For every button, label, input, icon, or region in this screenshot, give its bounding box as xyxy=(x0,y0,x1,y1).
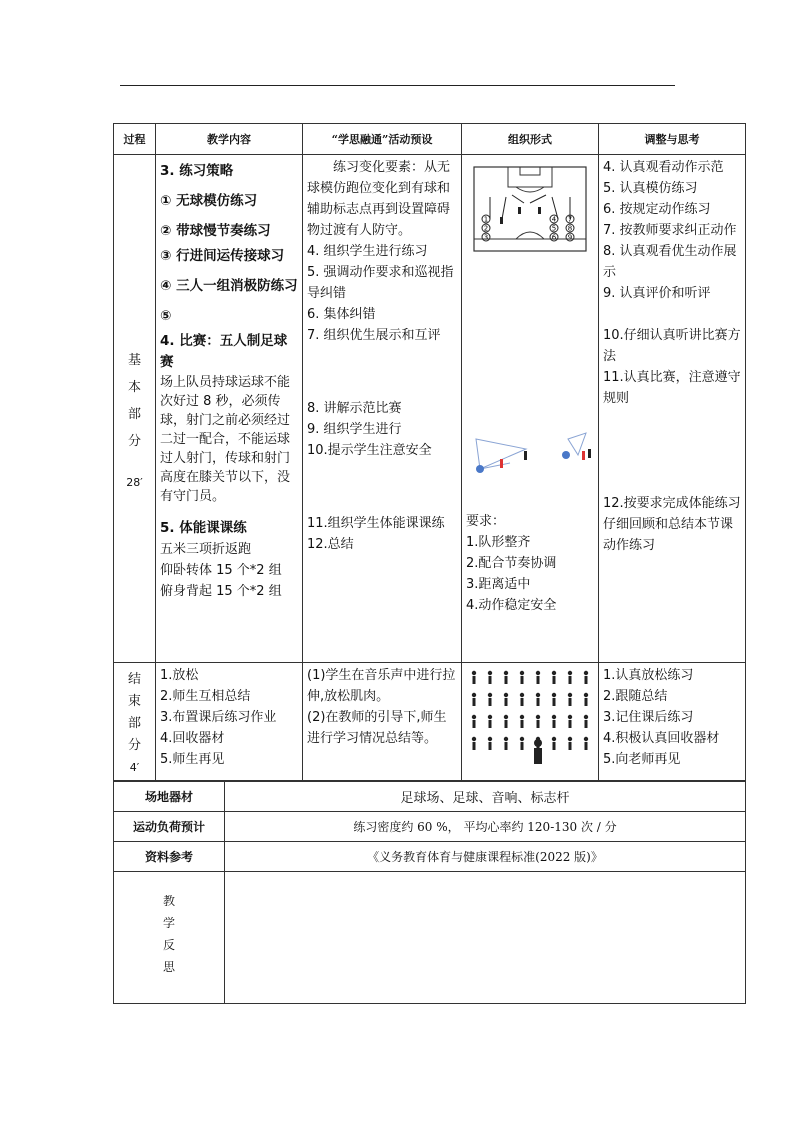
content-item: ② 带球慢节奏练习 xyxy=(160,223,271,239)
basic-adjust xyxy=(599,155,746,663)
student-figure-head xyxy=(504,693,508,697)
stage-char: 结 xyxy=(127,672,141,687)
student-figure-body xyxy=(473,742,476,750)
adjust-item: 1.认真放松练习 xyxy=(603,668,694,683)
student-figure-body xyxy=(473,720,476,728)
ball-marker xyxy=(476,465,484,473)
adjust-item: 10.仔细认真听讲比赛方法 xyxy=(603,328,741,364)
adjust-item: 2.跟随总结 xyxy=(603,689,668,704)
student-figure-body xyxy=(585,720,588,728)
reflection-label xyxy=(114,872,225,1004)
student-figure-body xyxy=(489,698,492,706)
stage-char: 基 xyxy=(127,353,141,368)
header-activity: “学思融通”活动预设 xyxy=(303,124,462,155)
content-item: ⑤ xyxy=(160,308,172,324)
activity-item: 4. 组织学生进行练习 xyxy=(307,244,428,259)
adjust-item: 9. 认真评价和听评 xyxy=(603,286,711,301)
activity-item: (2)在教师的引导下,师生进行学习情况总结等。 xyxy=(307,710,447,746)
stage-char: 部 xyxy=(127,716,141,731)
equipment-row xyxy=(114,782,746,812)
student-figure-body xyxy=(569,676,572,684)
end-adjust xyxy=(599,663,746,781)
end-content xyxy=(156,663,303,781)
student-figure-body xyxy=(537,698,540,706)
adjust-item: 仔细回顾和总结本节课动作练习 xyxy=(603,517,734,553)
activity-item: (1)学生在音乐声中进行拉伸,放松肌肉。 xyxy=(307,668,456,704)
player-figure xyxy=(538,207,541,214)
reflect-char: 教 xyxy=(162,894,175,908)
student-figure-head xyxy=(488,737,492,741)
student-figure-head xyxy=(568,737,572,741)
player-number: 2 xyxy=(483,224,489,233)
student-figure-body xyxy=(505,698,508,706)
pass-line xyxy=(480,463,510,469)
student-figure-head xyxy=(552,671,556,675)
student-figure-body xyxy=(521,676,524,684)
student-figure-head xyxy=(568,671,572,675)
activity-item: 7. 组织优生展示和互评 xyxy=(307,328,441,343)
player-number: 7 xyxy=(567,215,573,224)
content-text: 仰卧转体 15 个*2 组 xyxy=(160,563,282,578)
org-item: 1.队形整齐 xyxy=(466,535,531,550)
adjust-item: 11.认真比赛，注意遵守规则 xyxy=(603,370,741,406)
stage-time: 28′ xyxy=(126,476,143,489)
content-item: ① 无球模仿练习 xyxy=(160,193,258,209)
player-number: 6 xyxy=(551,233,557,242)
end-activity xyxy=(303,663,462,781)
player-figure xyxy=(500,217,503,224)
adjust-item: 7. 按教师要求纠正动作 xyxy=(603,223,737,238)
header-organization: 组织形式 xyxy=(462,124,599,155)
content-heading: 4. 比赛：五人制足球赛 xyxy=(160,333,288,370)
student-figure-head xyxy=(584,671,588,675)
stage-time: 4′ xyxy=(129,761,140,774)
stage-char: 分 xyxy=(127,434,141,449)
stage-char: 本 xyxy=(127,380,141,395)
student-figure-head xyxy=(536,671,540,675)
stage-char: 束 xyxy=(127,694,141,709)
content-heading: 3. 练习策略 xyxy=(160,163,234,179)
org-item: 2.配合节奏协调 xyxy=(466,556,557,571)
content-item: 2.师生互相总结 xyxy=(160,689,251,704)
header-content: 教学内容 xyxy=(156,124,303,155)
basic-activity xyxy=(303,155,462,663)
player-number: 4 xyxy=(551,215,557,224)
student-figure-body xyxy=(553,720,556,728)
load-row xyxy=(114,812,746,842)
student-figure-head xyxy=(584,693,588,697)
student-figure-body xyxy=(569,720,572,728)
content-text: 俯身背起 15 个*2 组 xyxy=(160,584,282,599)
player-number: 3 xyxy=(483,233,489,242)
student-figure-head xyxy=(504,671,508,675)
end-section-row xyxy=(114,663,746,781)
activity-item: 9. 组织学生进行 xyxy=(307,422,402,437)
student-figure-head xyxy=(472,693,476,697)
end-stage-label xyxy=(114,663,156,781)
org-item: 3.距离适中 xyxy=(466,577,531,592)
adjust-item: 4.积极认真回收器材 xyxy=(603,731,720,746)
content-item: 1.放松 xyxy=(160,668,199,683)
reference-value: 《义务教育体育与健康课程标准(2022 版)》 xyxy=(225,842,746,872)
header-adjust: 调整与思考 xyxy=(599,124,746,155)
adjust-item: 5. 认真模仿练习 xyxy=(603,181,698,196)
student-figure-head xyxy=(472,671,476,675)
activity-item: 8. 讲解示范比赛 xyxy=(307,401,402,416)
student-figure-body xyxy=(585,698,588,706)
student-figure-body xyxy=(489,676,492,684)
content-item: ③ 行进间运传接球习 xyxy=(160,248,285,264)
student-figure-head xyxy=(552,693,556,697)
reflect-char: 学 xyxy=(162,916,175,930)
teacher-figure-body xyxy=(534,748,542,764)
adjust-item: 6. 按规定动作练习 xyxy=(603,202,711,217)
header-row xyxy=(114,124,746,155)
student-figure-body xyxy=(537,676,540,684)
load-label: 运动负荷预计 xyxy=(114,812,225,842)
student-figure-head xyxy=(472,715,476,719)
lesson-plan-table xyxy=(113,123,746,781)
student-figure-body xyxy=(505,720,508,728)
student-figure-head xyxy=(504,715,508,719)
activity-item: 12.总结 xyxy=(307,537,354,552)
adjust-item: 8. 认真观看优生动作展示 xyxy=(603,244,737,280)
student-figure-head xyxy=(504,737,508,741)
activity-item: 5. 强调动作要求和巡视指导纠错 xyxy=(307,265,454,301)
basic-content xyxy=(156,155,303,663)
student-figure-head xyxy=(568,715,572,719)
student-figure-body xyxy=(473,698,476,706)
reflect-char: 思 xyxy=(162,960,175,974)
student-figure-head xyxy=(520,715,524,719)
student-figure-head xyxy=(584,737,588,741)
content-item: ④ 三人一组消极防练习 xyxy=(160,278,298,294)
student-figure-body xyxy=(585,742,588,750)
student-figure-body xyxy=(553,742,556,750)
field-diagram xyxy=(466,163,594,255)
teacher-figure-head xyxy=(534,739,542,747)
activity-item: 6. 集体纠错 xyxy=(307,307,376,322)
content-text: 五米三项折返跑 xyxy=(160,542,252,557)
player-number: 8 xyxy=(567,224,573,233)
activity-intro: 练习变化要素：从无球模仿跑位变化到有球和辅助标志点再到设置障碍物过渡有人防守。 xyxy=(307,160,451,238)
basic-organization xyxy=(462,155,599,663)
student-figure-body xyxy=(553,698,556,706)
info-table xyxy=(113,781,746,1004)
adjust-item: 5.向老师再见 xyxy=(603,752,681,767)
reference-label: 资料参考 xyxy=(114,842,225,872)
student-figure-head xyxy=(520,671,524,675)
student-figure-head xyxy=(520,737,524,741)
student-figure-body xyxy=(473,676,476,684)
student-figure-body xyxy=(553,676,556,684)
org-item: 4.动作稳定安全 xyxy=(466,598,557,613)
reflection-row xyxy=(114,872,746,1004)
student-figure-body xyxy=(489,742,492,750)
reflection-content[interactable] xyxy=(225,872,746,1004)
formation-diagram xyxy=(466,665,594,769)
student-figure-head xyxy=(488,693,492,697)
student-figure-body xyxy=(505,742,508,750)
activity-item: 10.提示学生注意安全 xyxy=(307,443,432,458)
content-item: 4.回收器材 xyxy=(160,731,225,746)
adjust-item: 4. 认真观看动作示范 xyxy=(603,160,724,175)
equipment-label: 场地器材 xyxy=(114,782,225,812)
student-figure-head xyxy=(536,715,540,719)
stage-char: 分 xyxy=(127,738,141,753)
activity-item: 11.组织学生体能课课练 xyxy=(307,516,445,531)
student-figure-body xyxy=(521,720,524,728)
reference-row xyxy=(114,842,746,872)
ball-marker xyxy=(562,451,570,459)
student-figure-body xyxy=(521,742,524,750)
content-item: 3.布置课后练习作业 xyxy=(160,710,277,725)
student-figure-head xyxy=(472,737,476,741)
student-figure-head xyxy=(568,693,572,697)
student-figure-head xyxy=(552,715,556,719)
content-text: 场上队员持球运球不能次好过 8 秒，必须传球，射门之前必须经过二过一配合，不能运球过人射门，传球和射门高度在膝关节以下，没有守门员。 xyxy=(160,375,291,504)
equipment-value: 足球场、足球、音响、标志杆 xyxy=(225,782,746,812)
basic-stage-label xyxy=(114,155,156,663)
student-figure-body xyxy=(569,742,572,750)
student-figure-head xyxy=(488,715,492,719)
header-rule xyxy=(120,85,675,86)
stage-char: 部 xyxy=(127,407,141,422)
reflect-char: 反 xyxy=(162,938,175,952)
header-process: 过程 xyxy=(114,124,156,155)
student-figure-head xyxy=(536,693,540,697)
content-item: 5.师生再见 xyxy=(160,752,225,767)
end-organization xyxy=(462,663,599,781)
student-figure-head xyxy=(488,671,492,675)
defender-figure xyxy=(500,459,503,468)
student-figure-body xyxy=(585,676,588,684)
basic-section-row xyxy=(114,155,746,663)
player-figure xyxy=(518,207,521,214)
player-number: 1 xyxy=(483,215,489,224)
student-figure-head xyxy=(520,693,524,697)
player-figure xyxy=(588,449,591,458)
content-heading: 5. 体能课课练 xyxy=(160,520,247,536)
adjust-item: 12.按要求完成体能练习 xyxy=(603,496,741,511)
load-value: 练习密度约 60 %， 平均心率约 120-130 次 / 分 xyxy=(225,812,746,842)
student-figure-head xyxy=(552,737,556,741)
student-figure-body xyxy=(569,698,572,706)
player-figure xyxy=(524,451,527,460)
student-figure-head xyxy=(584,715,588,719)
player-number: 5 xyxy=(551,224,557,233)
student-figure-body xyxy=(505,676,508,684)
adjust-item: 3.记住课后练习 xyxy=(603,710,694,725)
game-diagram xyxy=(466,425,594,485)
student-figure-body xyxy=(489,720,492,728)
player-number: 9 xyxy=(567,233,573,242)
student-figure-body xyxy=(521,698,524,706)
defender-figure xyxy=(582,451,585,460)
student-figure-body xyxy=(537,720,540,728)
org-title: 要求： xyxy=(466,514,506,529)
